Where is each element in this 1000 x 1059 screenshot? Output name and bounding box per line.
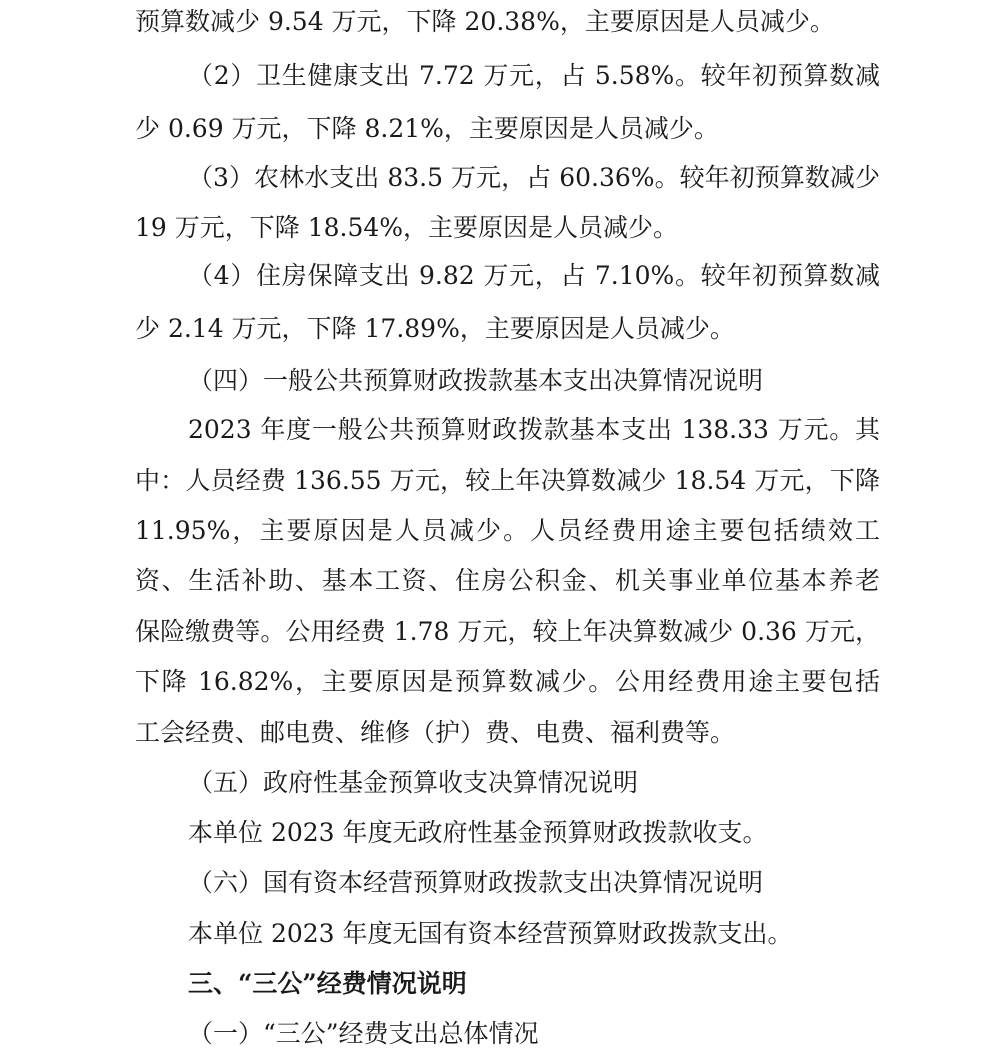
text-line-11: 资、生活补助、基本工资、住房公积金、机关事业单位基本养老 xyxy=(135,566,880,595)
chapter-heading-3: 三、“三公”经费情况说明 xyxy=(188,969,467,998)
subsection-heading-1: （一）“三公”经费支出总体情况 xyxy=(188,1019,539,1048)
text-line-9: 中：人员经费 136.55 万元，较上年决算数减少 18.54 万元，下降 xyxy=(135,466,880,495)
text-line-7: 少 2.14 万元，下降 17.89%，主要原因是人员减少。 xyxy=(135,314,735,343)
section-heading-6: （六）国有资本经营预算财政拨款支出决算情况说明 xyxy=(188,868,764,897)
text-line-3: 少 0.69 万元，下降 8.21%，主要原因是人员减少。 xyxy=(135,114,719,143)
text-line-16: 本单位 2023 年度无国有资本经营预算财政拨款支出。 xyxy=(188,919,793,948)
text-line-15: 本单位 2023 年度无政府性基金预算财政拨款收支。 xyxy=(188,818,768,847)
text-line-12: 保险缴费等。公用经费 1.78 万元，较上年决算数减少 0.36 万元， xyxy=(135,617,880,646)
text-line-13: 下降 16.82%，主要原因是预算数减少。公用经费用途主要包括 xyxy=(135,667,880,696)
text-line-4: （3）农林水支出 83.5 万元，占 60.36%。较年初预算数减少 xyxy=(188,163,880,192)
section-heading-5: （五）政府性基金预算收支决算情况说明 xyxy=(188,768,639,797)
text-line-6: （4）住房保障支出 9.82 万元，占 7.10%。较年初预算数减 xyxy=(188,261,880,290)
text-line-10: 11.95%，主要原因是人员减少。人员经费用途主要包括绩效工 xyxy=(135,516,880,545)
text-line-2: （2）卫生健康支出 7.72 万元，占 5.58%。较年初预算数减 xyxy=(188,61,880,90)
section-heading-4: （四）一般公共预算财政拨款基本支出决算情况说明 xyxy=(188,366,764,395)
text-line-1: 预算数减少 9.54 万元，下降 20.38%，主要原因是人员减少。 xyxy=(135,7,835,36)
text-line-8: 2023 年度一般公共预算财政拨款基本支出 138.33 万元。其 xyxy=(188,415,880,444)
text-line-5: 19 万元，下降 18.54%，主要原因是人员减少。 xyxy=(135,213,679,242)
text-line-14: 工会经费、邮电费、维修（护）费、电费、福利费等。 xyxy=(135,718,736,747)
